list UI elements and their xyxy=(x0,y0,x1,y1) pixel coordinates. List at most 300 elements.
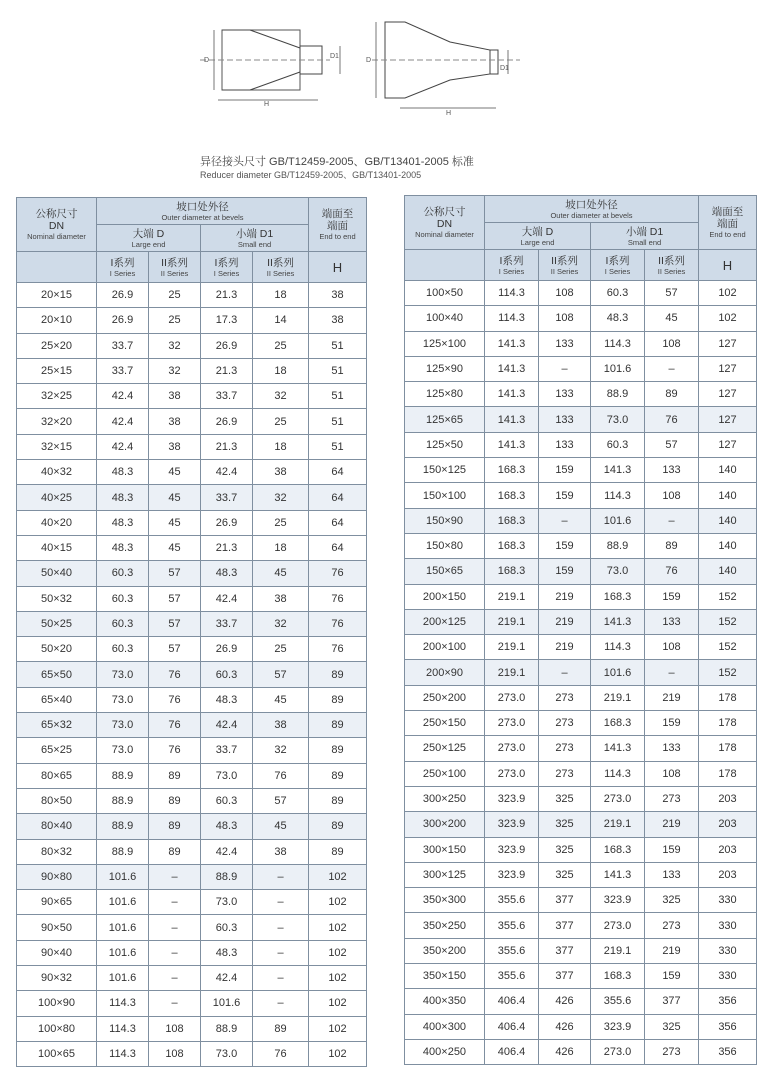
table-row xyxy=(17,839,367,864)
cell-small-series-2: 325 xyxy=(645,1014,699,1039)
table-row xyxy=(405,761,757,786)
cell-dn: 25×15 xyxy=(17,358,97,383)
cell-large-series-2: – xyxy=(149,966,201,991)
cell-h: 203 xyxy=(699,786,757,811)
cell-dn: 250×125 xyxy=(405,736,485,761)
cell-large-series-1: 60.3 xyxy=(97,637,149,662)
cell-small-series-2: 32 xyxy=(253,485,309,510)
cell-dn: 32×15 xyxy=(17,434,97,459)
cell-small-series-2: – xyxy=(253,890,309,915)
right-label-h: H xyxy=(446,110,452,117)
cell-small-series-1: 114.3 xyxy=(591,635,645,660)
cell-small-series-2: – xyxy=(253,966,309,991)
cell-h: 356 xyxy=(699,1039,757,1064)
cell-large-series-2: 325 xyxy=(539,862,591,887)
cell-small-series-1: 21.3 xyxy=(201,434,253,459)
cell-h: 140 xyxy=(699,559,757,584)
table-row xyxy=(17,434,367,459)
cell-large-series-1: 219.1 xyxy=(485,660,539,685)
cell-large-series-2: 57 xyxy=(149,637,201,662)
cell-small-series-1: 141.3 xyxy=(591,862,645,887)
cell-large-series-2: – xyxy=(149,940,201,965)
cell-large-series-2: 108 xyxy=(539,281,591,306)
table-row xyxy=(17,788,367,813)
cell-small-series-2: 76 xyxy=(645,407,699,432)
cell-h: 102 xyxy=(309,915,367,940)
table-row xyxy=(17,890,367,915)
cell-h: 38 xyxy=(309,308,367,333)
cell-large-series-1: 88.9 xyxy=(97,814,149,839)
cell-h: 203 xyxy=(699,862,757,887)
cell-h: 152 xyxy=(699,584,757,609)
table-row xyxy=(405,812,757,837)
cell-large-series-2: 219 xyxy=(539,609,591,634)
cell-small-series-1: 42.4 xyxy=(201,713,253,738)
cell-large-series-1: 323.9 xyxy=(485,786,539,811)
cell-dn: 125×90 xyxy=(405,356,485,381)
cell-dn: 125×65 xyxy=(405,407,485,432)
header-dn: 公称尺寸 DN Nominal diameter xyxy=(405,196,485,250)
cell-h: 38 xyxy=(309,283,367,308)
cell-large-series-1: 406.4 xyxy=(485,1039,539,1064)
cell-large-series-2: – xyxy=(539,508,591,533)
cell-large-series-2: 133 xyxy=(539,407,591,432)
cell-small-series-2: 273 xyxy=(645,913,699,938)
cell-small-series-1: 26.9 xyxy=(201,510,253,535)
cell-small-series-2: 76 xyxy=(253,1041,309,1066)
cell-small-series-2: 108 xyxy=(645,761,699,786)
table-row xyxy=(405,609,757,634)
cell-large-series-2: 32 xyxy=(149,333,201,358)
header-small-series-2: II系列 II Series xyxy=(253,252,309,283)
cell-small-series-1: 42.4 xyxy=(201,839,253,864)
cell-small-series-1: 273.0 xyxy=(591,1039,645,1064)
cell-large-series-2: 377 xyxy=(539,964,591,989)
cell-small-series-2: 38 xyxy=(253,460,309,485)
table-row xyxy=(17,738,367,763)
cell-small-series-1: 60.3 xyxy=(201,915,253,940)
cell-h: 178 xyxy=(699,761,757,786)
cell-large-series-1: 73.0 xyxy=(97,738,149,763)
cell-small-series-2: 25 xyxy=(253,510,309,535)
cell-dn: 25×20 xyxy=(17,333,97,358)
cell-small-series-1: 323.9 xyxy=(591,1014,645,1039)
cell-large-series-1: 273.0 xyxy=(485,685,539,710)
cell-small-series-1: 141.3 xyxy=(591,736,645,761)
cell-large-series-1: 101.6 xyxy=(97,864,149,889)
cell-dn: 50×25 xyxy=(17,611,97,636)
cell-dn: 20×10 xyxy=(17,308,97,333)
cell-large-series-2: 273 xyxy=(539,761,591,786)
cell-small-series-1: 73.0 xyxy=(591,559,645,584)
cell-dn: 90×50 xyxy=(17,915,97,940)
cell-small-series-2: 57 xyxy=(253,788,309,813)
cell-dn: 350×300 xyxy=(405,888,485,913)
table-row xyxy=(17,535,367,560)
cell-large-series-1: 406.4 xyxy=(485,1014,539,1039)
cell-h: 51 xyxy=(309,409,367,434)
cell-h: 89 xyxy=(309,662,367,687)
cell-h: 51 xyxy=(309,358,367,383)
cell-small-series-2: 89 xyxy=(645,533,699,558)
cell-small-series-1: 88.9 xyxy=(201,864,253,889)
cell-large-series-2: 25 xyxy=(149,283,201,308)
cell-large-series-1: 33.7 xyxy=(97,333,149,358)
cell-h: 102 xyxy=(309,991,367,1016)
cell-h: 89 xyxy=(309,713,367,738)
cell-small-series-2: 76 xyxy=(253,763,309,788)
cell-small-series-2: 25 xyxy=(253,637,309,662)
cell-small-series-2: 159 xyxy=(645,584,699,609)
cell-small-series-1: 219.1 xyxy=(591,812,645,837)
cell-small-series-1: 60.3 xyxy=(591,281,645,306)
cell-small-series-1: 48.3 xyxy=(591,306,645,331)
cell-large-series-1: 114.3 xyxy=(485,306,539,331)
cell-small-series-2: – xyxy=(253,991,309,1016)
cell-small-series-1: 219.1 xyxy=(591,685,645,710)
left-label-h: H xyxy=(264,101,270,108)
right-label-d: D xyxy=(366,57,372,64)
cell-dn: 300×150 xyxy=(405,837,485,862)
header-blank xyxy=(405,250,485,281)
cell-small-series-2: – xyxy=(645,356,699,381)
cell-dn: 50×20 xyxy=(17,637,97,662)
cell-small-series-2: 219 xyxy=(645,685,699,710)
cell-h: 64 xyxy=(309,510,367,535)
cell-small-series-2: 133 xyxy=(645,609,699,634)
table-row xyxy=(17,662,367,687)
cell-large-series-2: 89 xyxy=(149,839,201,864)
cell-h: 51 xyxy=(309,384,367,409)
cell-h: 76 xyxy=(309,637,367,662)
cell-large-series-1: 323.9 xyxy=(485,837,539,862)
cell-dn: 100×80 xyxy=(17,1016,97,1041)
table-row xyxy=(17,940,367,965)
cell-small-series-2: 133 xyxy=(645,736,699,761)
header-large-series-2: II系列 II Series xyxy=(539,250,591,281)
cell-h: 102 xyxy=(309,1016,367,1041)
header-end-to-end: 端面至 端面 End to end xyxy=(309,198,367,252)
cell-large-series-1: 114.3 xyxy=(97,1041,149,1066)
cell-large-series-2: 219 xyxy=(539,635,591,660)
cell-dn: 150×100 xyxy=(405,483,485,508)
cell-large-series-1: 42.4 xyxy=(97,409,149,434)
cell-small-series-2: 159 xyxy=(645,964,699,989)
table-row xyxy=(405,331,757,356)
cell-large-series-2: 159 xyxy=(539,533,591,558)
table-row xyxy=(17,814,367,839)
cell-large-series-2: 45 xyxy=(149,485,201,510)
cell-large-series-1: 355.6 xyxy=(485,888,539,913)
cell-dn: 400×300 xyxy=(405,1014,485,1039)
table-row xyxy=(17,333,367,358)
cell-small-series-1: 101.6 xyxy=(591,356,645,381)
cell-large-series-2: 219 xyxy=(539,584,591,609)
cell-large-series-2: – xyxy=(149,864,201,889)
cell-h: 51 xyxy=(309,333,367,358)
cell-large-series-2: 38 xyxy=(149,409,201,434)
cell-small-series-2: 159 xyxy=(645,711,699,736)
cell-large-series-2: – xyxy=(149,890,201,915)
cell-small-series-2: 57 xyxy=(645,432,699,457)
cell-dn: 300×125 xyxy=(405,862,485,887)
table-row xyxy=(405,989,757,1014)
cell-small-series-1: 48.3 xyxy=(201,561,253,586)
cell-dn: 125×80 xyxy=(405,382,485,407)
cell-small-series-2: 18 xyxy=(253,535,309,560)
cell-small-series-2: 219 xyxy=(645,938,699,963)
cell-small-series-1: 60.3 xyxy=(201,788,253,813)
cell-h: 203 xyxy=(699,837,757,862)
table-row xyxy=(405,483,757,508)
cell-dn: 250×150 xyxy=(405,711,485,736)
header-small-series-1: I系列 I Series xyxy=(201,252,253,283)
cell-large-series-2: 325 xyxy=(539,837,591,862)
cell-large-series-2: – xyxy=(539,356,591,381)
cell-large-series-1: 355.6 xyxy=(485,913,539,938)
cell-small-series-2: 273 xyxy=(645,1039,699,1064)
cell-large-series-2: 108 xyxy=(149,1041,201,1066)
cell-small-series-1: 73.0 xyxy=(201,1041,253,1066)
table-row xyxy=(17,1041,367,1066)
cell-large-series-1: 323.9 xyxy=(485,812,539,837)
cell-large-series-2: 76 xyxy=(149,662,201,687)
cell-small-series-1: 33.7 xyxy=(201,738,253,763)
cell-dn: 32×20 xyxy=(17,409,97,434)
table-row xyxy=(17,485,367,510)
cell-small-series-2: 159 xyxy=(645,837,699,862)
cell-large-series-2: – xyxy=(539,660,591,685)
cell-dn: 40×20 xyxy=(17,510,97,535)
cell-dn: 125×100 xyxy=(405,331,485,356)
cell-small-series-1: 26.9 xyxy=(201,333,253,358)
cell-h: 64 xyxy=(309,485,367,510)
cell-dn: 100×65 xyxy=(17,1041,97,1066)
cell-large-series-2: 159 xyxy=(539,559,591,584)
cell-small-series-2: – xyxy=(253,940,309,965)
cell-large-series-1: 101.6 xyxy=(97,890,149,915)
table-row xyxy=(405,888,757,913)
cell-h: 140 xyxy=(699,508,757,533)
cell-h: 64 xyxy=(309,535,367,560)
cell-dn: 32×25 xyxy=(17,384,97,409)
dimension-table-right xyxy=(404,195,757,1065)
cell-small-series-1: 33.7 xyxy=(201,611,253,636)
cell-small-series-2: 32 xyxy=(253,738,309,763)
cell-h: 102 xyxy=(309,940,367,965)
cell-small-series-1: 114.3 xyxy=(591,483,645,508)
cell-large-series-2: 45 xyxy=(149,535,201,560)
cell-dn: 150×125 xyxy=(405,458,485,483)
header-large-end: 大端 D Large end xyxy=(97,225,201,252)
cell-small-series-2: 76 xyxy=(645,559,699,584)
header-small-end: 小端 D1 Small end xyxy=(201,225,309,252)
header-small-series-2: II系列 II Series xyxy=(645,250,699,281)
dimension-table-left xyxy=(16,197,367,1067)
cell-large-series-1: 114.3 xyxy=(97,991,149,1016)
cell-large-series-1: 219.1 xyxy=(485,609,539,634)
cell-large-series-1: 168.3 xyxy=(485,533,539,558)
cell-h: 140 xyxy=(699,533,757,558)
cell-large-series-1: 60.3 xyxy=(97,561,149,586)
cell-large-series-1: 406.4 xyxy=(485,989,539,1014)
cell-dn: 80×50 xyxy=(17,788,97,813)
table-row xyxy=(405,432,757,457)
cell-dn: 50×32 xyxy=(17,586,97,611)
cell-large-series-1: 114.3 xyxy=(485,281,539,306)
reducer-diagram xyxy=(0,0,768,140)
cell-small-series-1: 73.0 xyxy=(591,407,645,432)
cell-h: 152 xyxy=(699,660,757,685)
cell-small-series-1: 323.9 xyxy=(591,888,645,913)
table-row xyxy=(17,713,367,738)
cell-large-series-1: 114.3 xyxy=(97,1016,149,1041)
cell-large-series-1: 355.6 xyxy=(485,938,539,963)
cell-small-series-1: 219.1 xyxy=(591,938,645,963)
cell-large-series-2: 89 xyxy=(149,788,201,813)
cell-small-series-1: 88.9 xyxy=(201,1016,253,1041)
cell-large-series-2: 159 xyxy=(539,458,591,483)
cell-h: 102 xyxy=(699,306,757,331)
right-label-d1: D1 xyxy=(500,65,509,72)
cell-small-series-2: 38 xyxy=(253,839,309,864)
cell-dn: 65×40 xyxy=(17,687,97,712)
cell-large-series-2: 76 xyxy=(149,687,201,712)
cell-h: 127 xyxy=(699,432,757,457)
table-body-right xyxy=(405,281,757,1065)
cell-large-series-1: 73.0 xyxy=(97,662,149,687)
table-row xyxy=(405,306,757,331)
cell-small-series-2: 57 xyxy=(645,281,699,306)
cell-large-series-2: 57 xyxy=(149,586,201,611)
table-row xyxy=(17,1016,367,1041)
cell-h: 64 xyxy=(309,460,367,485)
cell-dn: 90×32 xyxy=(17,966,97,991)
cell-large-series-2: 57 xyxy=(149,611,201,636)
cell-dn: 350×250 xyxy=(405,913,485,938)
cell-h: 127 xyxy=(699,331,757,356)
cell-large-series-1: 88.9 xyxy=(97,839,149,864)
cell-h: 51 xyxy=(309,434,367,459)
left-label-d: D xyxy=(204,57,210,64)
cell-large-series-2: 76 xyxy=(149,713,201,738)
cell-small-series-2: 38 xyxy=(253,713,309,738)
cell-dn: 400×250 xyxy=(405,1039,485,1064)
cell-dn: 80×65 xyxy=(17,763,97,788)
cell-dn: 250×200 xyxy=(405,685,485,710)
cell-h: 203 xyxy=(699,812,757,837)
table-row xyxy=(405,685,757,710)
cell-h: 76 xyxy=(309,561,367,586)
cell-h: 152 xyxy=(699,635,757,660)
cell-large-series-2: 426 xyxy=(539,1039,591,1064)
table-row xyxy=(17,384,367,409)
cell-small-series-1: 60.3 xyxy=(591,432,645,457)
cell-h: 102 xyxy=(309,864,367,889)
cell-small-series-2: 25 xyxy=(253,333,309,358)
table-row xyxy=(405,736,757,761)
table-row xyxy=(405,913,757,938)
cell-dn: 80×40 xyxy=(17,814,97,839)
left-reducer-outline xyxy=(222,30,300,90)
header-small-end: 小端 D1 Small end xyxy=(591,223,699,250)
cell-small-series-2: 38 xyxy=(253,586,309,611)
cell-dn: 125×50 xyxy=(405,432,485,457)
cell-dn: 100×90 xyxy=(17,991,97,1016)
cell-h: 89 xyxy=(309,788,367,813)
cell-h: 89 xyxy=(309,839,367,864)
cell-dn: 90×65 xyxy=(17,890,97,915)
cell-h: 356 xyxy=(699,1014,757,1039)
header-small-series-1: I系列 I Series xyxy=(591,250,645,281)
cell-large-series-2: 25 xyxy=(149,308,201,333)
cell-small-series-1: 60.3 xyxy=(201,662,253,687)
cell-small-series-2: 32 xyxy=(253,611,309,636)
header-h: H xyxy=(309,252,367,283)
cell-small-series-1: 26.9 xyxy=(201,637,253,662)
cell-dn: 80×32 xyxy=(17,839,97,864)
cell-large-series-1: 168.3 xyxy=(485,508,539,533)
table-row xyxy=(17,409,367,434)
cell-large-series-2: – xyxy=(149,991,201,1016)
cell-h: 89 xyxy=(309,687,367,712)
cell-small-series-1: 21.3 xyxy=(201,283,253,308)
cell-h: 89 xyxy=(309,814,367,839)
table-row xyxy=(17,966,367,991)
header-large-series-2: II系列 II Series xyxy=(149,252,201,283)
cell-small-series-1: 48.3 xyxy=(201,687,253,712)
cell-small-series-1: 21.3 xyxy=(201,358,253,383)
cell-small-series-2: 32 xyxy=(253,384,309,409)
cell-dn: 90×40 xyxy=(17,940,97,965)
cell-small-series-2: – xyxy=(253,915,309,940)
table-row xyxy=(405,660,757,685)
cell-small-series-1: 88.9 xyxy=(591,533,645,558)
cell-small-series-1: 42.4 xyxy=(201,460,253,485)
cell-h: 330 xyxy=(699,938,757,963)
cell-dn: 400×350 xyxy=(405,989,485,1014)
cell-large-series-1: 48.3 xyxy=(97,485,149,510)
header-large-series-1: I系列 I Series xyxy=(485,250,539,281)
header-h: H xyxy=(699,250,757,281)
table-row xyxy=(405,508,757,533)
header-dn: 公称尺寸 DN Nominal diameter xyxy=(17,198,97,252)
cell-small-series-2: 14 xyxy=(253,308,309,333)
cell-dn: 40×32 xyxy=(17,460,97,485)
cell-h: 152 xyxy=(699,609,757,634)
table-row xyxy=(405,862,757,887)
cell-small-series-2: 45 xyxy=(253,561,309,586)
cell-small-series-2: 89 xyxy=(253,1016,309,1041)
header-end-to-end: 端面至 端面 End to end xyxy=(699,196,757,250)
header-blank xyxy=(17,252,97,283)
cell-large-series-2: 273 xyxy=(539,685,591,710)
cell-large-series-2: 89 xyxy=(149,763,201,788)
cell-large-series-2: 57 xyxy=(149,561,201,586)
cell-small-series-1: 26.9 xyxy=(201,409,253,434)
cell-small-series-2: 133 xyxy=(645,458,699,483)
cell-large-series-2: 38 xyxy=(149,434,201,459)
cell-small-series-2: 18 xyxy=(253,283,309,308)
cell-large-series-2: 377 xyxy=(539,913,591,938)
cell-small-series-2: 45 xyxy=(253,814,309,839)
table-row xyxy=(17,586,367,611)
cell-large-series-1: 48.3 xyxy=(97,535,149,560)
table-row xyxy=(17,763,367,788)
cell-large-series-2: 133 xyxy=(539,331,591,356)
cell-large-series-2: 377 xyxy=(539,888,591,913)
cell-small-series-2: 45 xyxy=(645,306,699,331)
